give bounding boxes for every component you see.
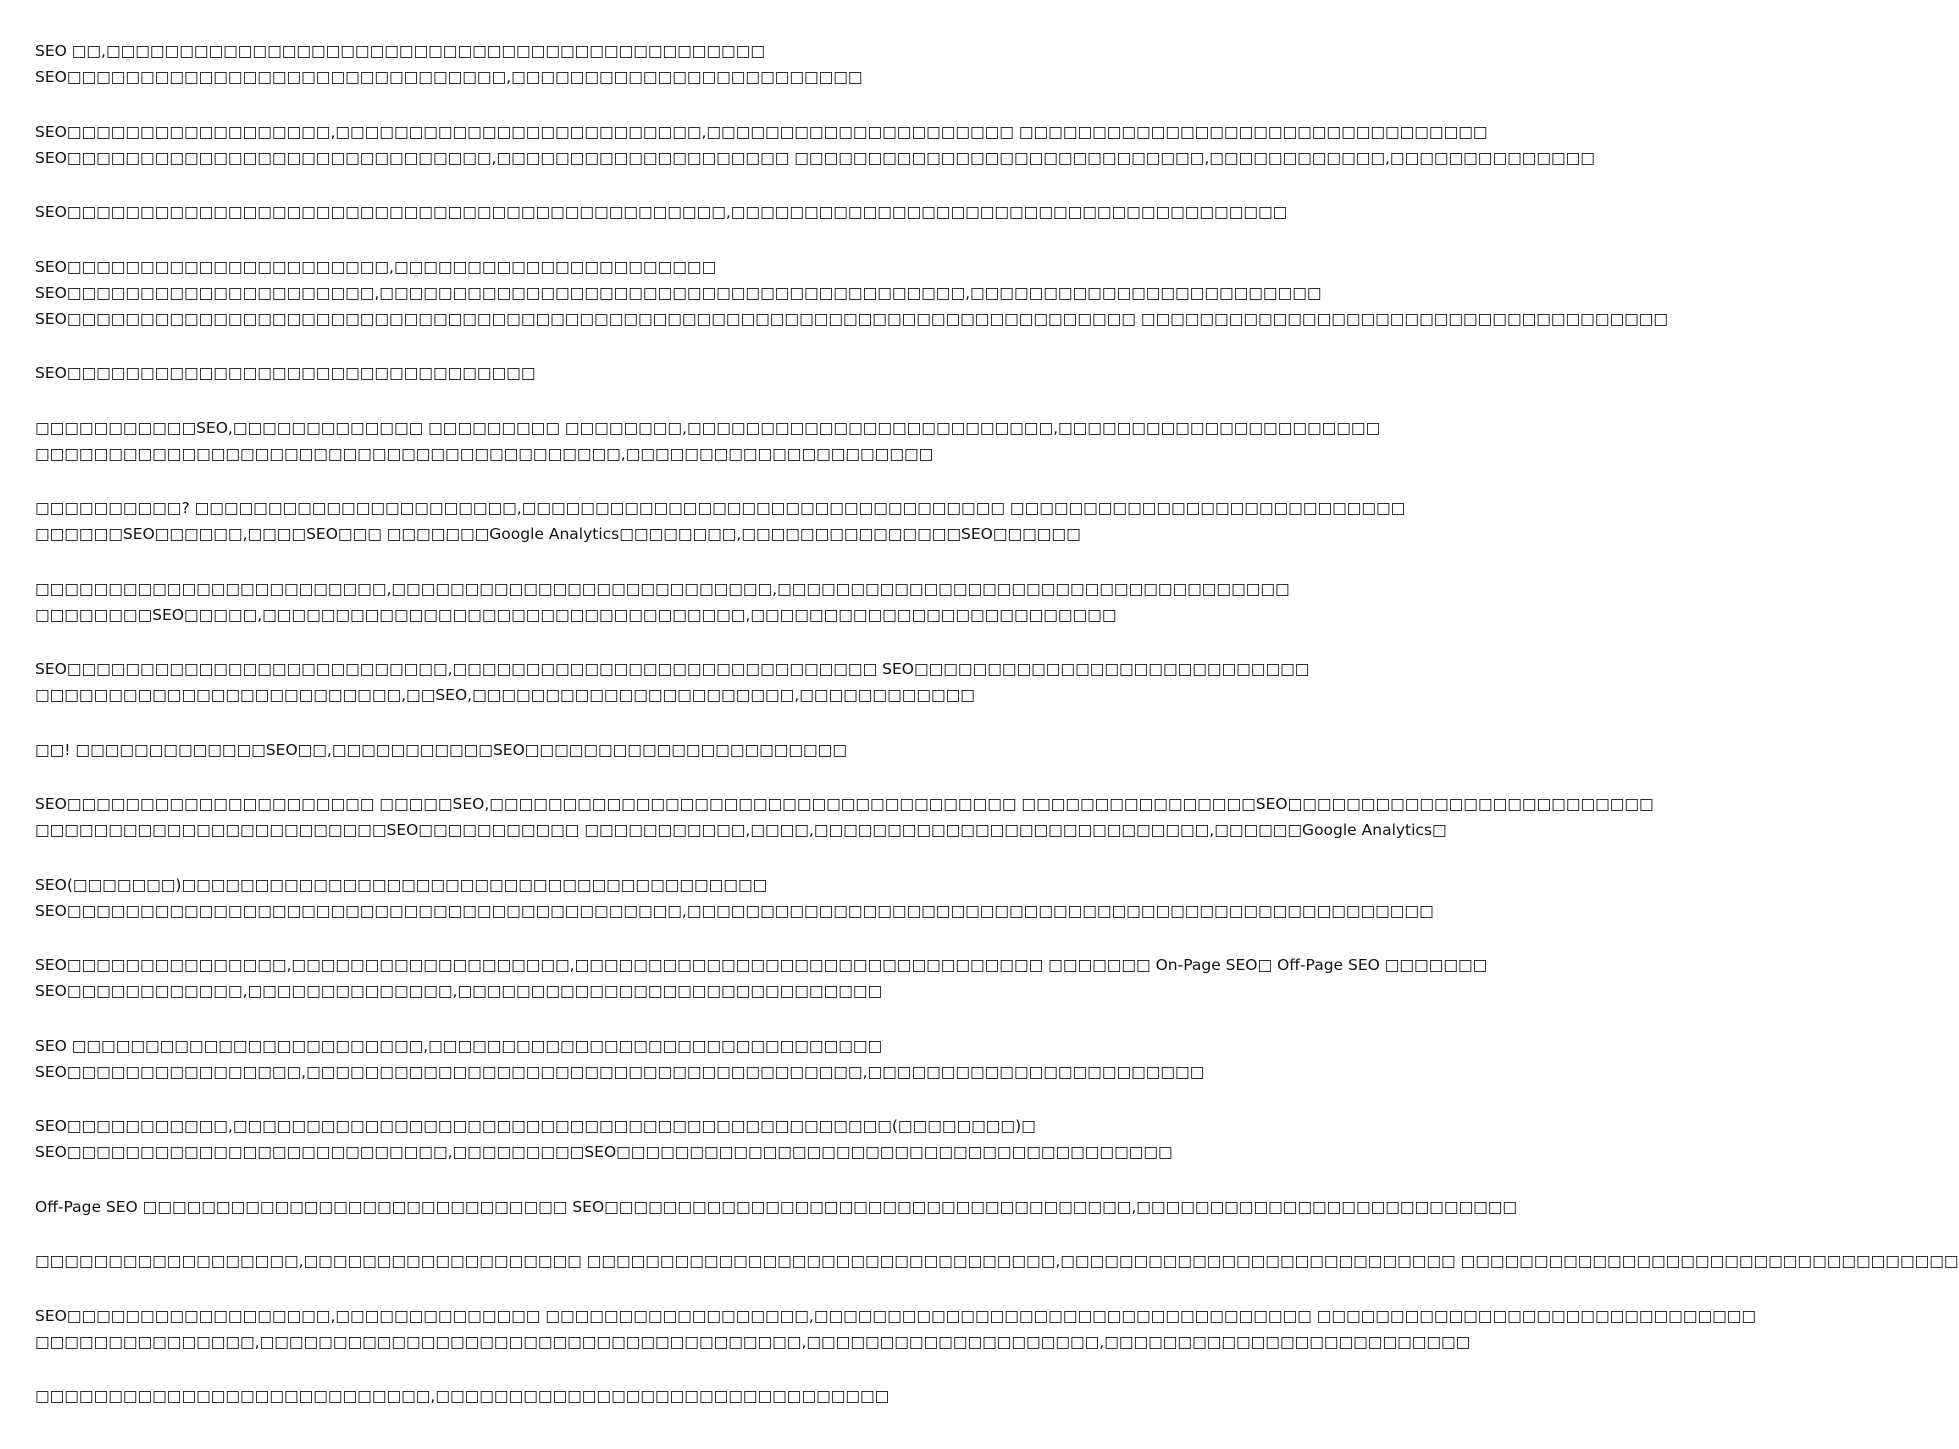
text-line: SEO□□□□□□□□□□□□□□□□□□□□□,□□□□□□□□□□□□□□□□□□□□□□□□□□□□□□□□□□□□□□□□,□□□□□□□□□□□□□□□□□□□□□□□□ bbox=[35, 283, 1322, 302]
text-line: SEO□□□□□□□□□□□□□□□□□□,□□□□□□□□□□□□□□ □□□□□□□□□□□□□□□□□□,□□□□□□□□□□□□□□□□□□□□□□□□□□□□□□□□□□ □□□□□□□□□□□□□□□□□□□□□□□□□□□□□□ bbox=[35, 1306, 1757, 1325]
text-line: □□□□□□□□□□□□□□□□□□□□□□□□,□□□□□□□□□□□□□□□□□□□□□□□□□□,□□□□□□□□□□□□□□□□□□□□□□□□□□□□□□□□□□□ bbox=[35, 579, 1290, 598]
text-line: □□□□□□□□□□? □□□□□□□□□□□□□□□□□□□□□□,□□□□□□□□□□□□□□□□□□□□□□□□□□□□□□□□□ □□□□□□□□□□□□□□□□□□□□□□□□□□□ bbox=[35, 499, 1406, 517]
text-line: □□□□□□□□□□□SEO,□□□□□□□□□□□□□ □□□□□□□□□ □□□□□□□□,□□□□□□□□□□□□□□□□□□□□□□□□□,□□□□□□□□□□□□□□□□□□□□□□ bbox=[35, 418, 1381, 437]
paragraph-10 bbox=[35, 737, 994, 763]
text-line: SEO□□□□□□□□□□□□□□□□□□□□□□□□□□,□□□□□□□□□□□□□□□□□□□□□□□□□□□□□ SEO□□□□□□□□□□□□□□□□□□□□□□□□□□□ bbox=[35, 660, 1310, 678]
text-line: SEO□□□□□□□□□□□□□□□□□□□□□□□□□□□□□□□□ bbox=[35, 364, 536, 382]
text-line: □□□□□□□□□□□□□□□□□□□□□□□□□□□,□□□□□□□□□□□□□□□□□□□□□□□□□□□□□□□ bbox=[35, 1387, 890, 1405]
paragraph-7 bbox=[35, 495, 1406, 547]
paragraph-17 bbox=[35, 1248, 1959, 1274]
paragraph-11 bbox=[35, 791, 1654, 843]
text-line: SEO□□□□□□□□□□□□,□□□□□□□□□□□□□□,□□□□□□□□□□□□□□□□□□□□□□□□□□□□□ bbox=[35, 982, 883, 1000]
paragraph-5 bbox=[35, 360, 994, 386]
text-line: SEO□□□□□□□□□□□□□□□□□□□□□□□□□□□□□□,□□□□□□□□□□□□□□□□□□□□□□□□ bbox=[35, 68, 863, 86]
text-line: SEO□□□□□□□□□□□□□□□□□□□□□□,□□□□□□□□□□□□□□□□□□□□□□ bbox=[35, 257, 717, 276]
text-line: SEO□□□□□□□□□□□□□□□□□□□□□□□□□□,□□□□□□□□□SEO□□□□□□□□□□□□□□□□□□□□□□□□□□□□□□□□□□□□□□ bbox=[35, 1143, 1173, 1161]
paragraph-9 bbox=[35, 656, 1310, 708]
text-line: SEO □□□□□□□□□□□□□□□□□□□□□□□□,□□□□□□□□□□□□□□□□□□□□□□□□□□□□□□□ bbox=[35, 1036, 883, 1055]
text-line: SEO□□□□□□□□□□□,□□□□□□□□□□□□□□□□□□□□□□□□□□□□□□□□□□□□□□□□□□□□□(□□□□□□□□)□ bbox=[35, 1117, 1036, 1135]
text-line: Off-Page SEO □□□□□□□□□□□□□□□□□□□□□□□□□□□□□ SEO□□□□□□□□□□□□□□□□□□□□□□□□□□□□□□□□□□□□,□□□□□□□□□□□□□□□□□□□□□□□□□□ bbox=[35, 1197, 1518, 1216]
text-line: SEO □□,□□□□□□□□□□□□□□□□□□□□□□□□□□□□□□□□□□□□□□□□□□□□□ bbox=[35, 42, 765, 60]
paragraph-1 bbox=[35, 38, 994, 90]
text-line: SEO□□□□□□□□□□□□□□□,□□□□□□□□□□□□□□□□□□□,□□□□□□□□□□□□□□□□□□□□□□□□□□□□□□□□ □□□□□□□ On-Page SEO□ Off-Page SEO □□□□□□□ bbox=[35, 956, 1488, 974]
paragraph-19 bbox=[35, 1383, 994, 1409]
text-line: SEO□□□□□□□□□□□□□□□□□□□□□□□□□□□□□,□□□□□□□□□□□□□□□□□□□□ □□□□□□□□□□□□□□□□□□□□□□□□□□□□,□□□□□□□□□□□□,□□□□□□□□□□□□□□ bbox=[35, 148, 1595, 167]
paragraph-15 bbox=[35, 1113, 1173, 1165]
text-line: SEO□□□□□□□□□□□□□□□□□□□□□□□□□□□□□□□□□□□□□□□□□□□□□,□□□□□□□□□□□□□□□□□□□□□□□□□□□□□□□□□□□□□□ bbox=[35, 203, 1288, 221]
paragraph-12 bbox=[35, 872, 1434, 924]
paragraph-8 bbox=[35, 576, 1290, 628]
paragraph-3 bbox=[35, 199, 1288, 225]
text-line: SEO□□□□□□□□□□□□□□□□□□□□□□□□□□□□□□□□□□□□□□□□□□□□□□□□□□□□□□□□□□□□□□□□□□□□□□□□□ □□□□□□□□□□□□□□□□□□□□□□□□□□□□□□□□□□□□ bbox=[35, 309, 1669, 328]
text-line: □□□□□□SEO□□□□□□,□□□□SEO□□□ □□□□□□□Google Analytics□□□□□□□□,□□□□□□□□□□□□□□□SEO□□□□□□ bbox=[35, 525, 1081, 543]
paragraph-4 bbox=[35, 254, 1669, 332]
text-line: SEO(□□□□□□□)□□□□□□□□□□□□□□□□□□□□□□□□□□□□□□□□□□□□□□□□ bbox=[35, 875, 768, 894]
paragraph-14 bbox=[35, 1033, 1205, 1085]
text-line: SEO□□□□□□□□□□□□□□□□□□□□□ □□□□□SEO,□□□□□□□□□□□□□□□□□□□□□□□□□□□□□□□□□□□□ □□□□□□□□□□□□□□□□SEO□□□□□□□□□□□□□□□□□□□□□□□□□ bbox=[35, 795, 1654, 813]
paragraph-13 bbox=[35, 952, 1488, 1004]
text-line: SEO□□□□□□□□□□□□□□□□,□□□□□□□□□□□□□□□□□□□□□□□□□□□□□□□□□□□□□□,□□□□□□□□□□□□□□□□□□□□□□□ bbox=[35, 1062, 1205, 1081]
text-line: □□□□□□□□□□□□□□□□□□□□□□□□□,□□SEO,□□□□□□□□□□□□□□□□□□□□□□,□□□□□□□□□□□□ bbox=[35, 686, 975, 704]
text-line: □□□□□□□□□□□□□□□□□□□□□□□□□□□□□□□□□□□□□□□□,□□□□□□□□□□□□□□□□□□□□□ bbox=[35, 444, 934, 463]
paragraph-18 bbox=[35, 1303, 1757, 1355]
text-line: □□! □□□□□□□□□□□□□SEO□□,□□□□□□□□□□□SEO□□□□□□□□□□□□□□□□□□□□□□ bbox=[35, 740, 847, 759]
text-line: □□□□□□□□□□□□□□□□□□□□□□□□SEO□□□□□□□□□□□ □□□□□□□□□□□,□□□□,□□□□□□□□□□□□□□□□□□□□□□□□□□□,□□□□□□Google Analytics□ bbox=[35, 821, 1447, 839]
text-line: □□□□□□□□□□□□□□□□□□,□□□□□□□□□□□□□□□□□□□ □□□□□□□□□□□□□□□□□□□□□□□□□□□□□□□□,□□□□□□□□□□□□□□□□□□□□□□□□□□□ □□□□□□□□□□□□□□□□□□□□□□□□□□□□□□□□□□ bbox=[35, 1252, 1959, 1270]
paragraph-6 bbox=[35, 415, 1381, 467]
text-line: □□□□□□□□SEO□□□□□,□□□□□□□□□□□□□□□□□□□□□□□□□□□□□□□□□,□□□□□□□□□□□□□□□□□□□□□□□□□ bbox=[35, 605, 1117, 624]
paragraph-2 bbox=[35, 119, 1595, 171]
text-line: SEO□□□□□□□□□□□□□□□□□□□□□□□□□□□□□□□□□□□□□□□□□□,□□□□□□□□□□□□□□□□□□□□□□□□□□□□□□□□□□□□□□□□□□□□□□□□□□□ bbox=[35, 901, 1434, 920]
text-line: □□□□□□□□□□□□□□□,□□□□□□□□□□□□□□□□□□□□□□□□□□□□□□□□□□□□□,□□□□□□□□□□□□□□□□□□□□,□□□□□□□□□□□□□□□□□□□□□□□□□ bbox=[35, 1332, 1471, 1351]
paragraph-16 bbox=[35, 1194, 1518, 1220]
text-line: SEO□□□□□□□□□□□□□□□□□□,□□□□□□□□□□□□□□□□□□□□□□□□□,□□□□□□□□□□□□□□□□□□□□□ □□□□□□□□□□□□□□□□□□□□□□□□□□□□□□□□ bbox=[35, 122, 1488, 141]
